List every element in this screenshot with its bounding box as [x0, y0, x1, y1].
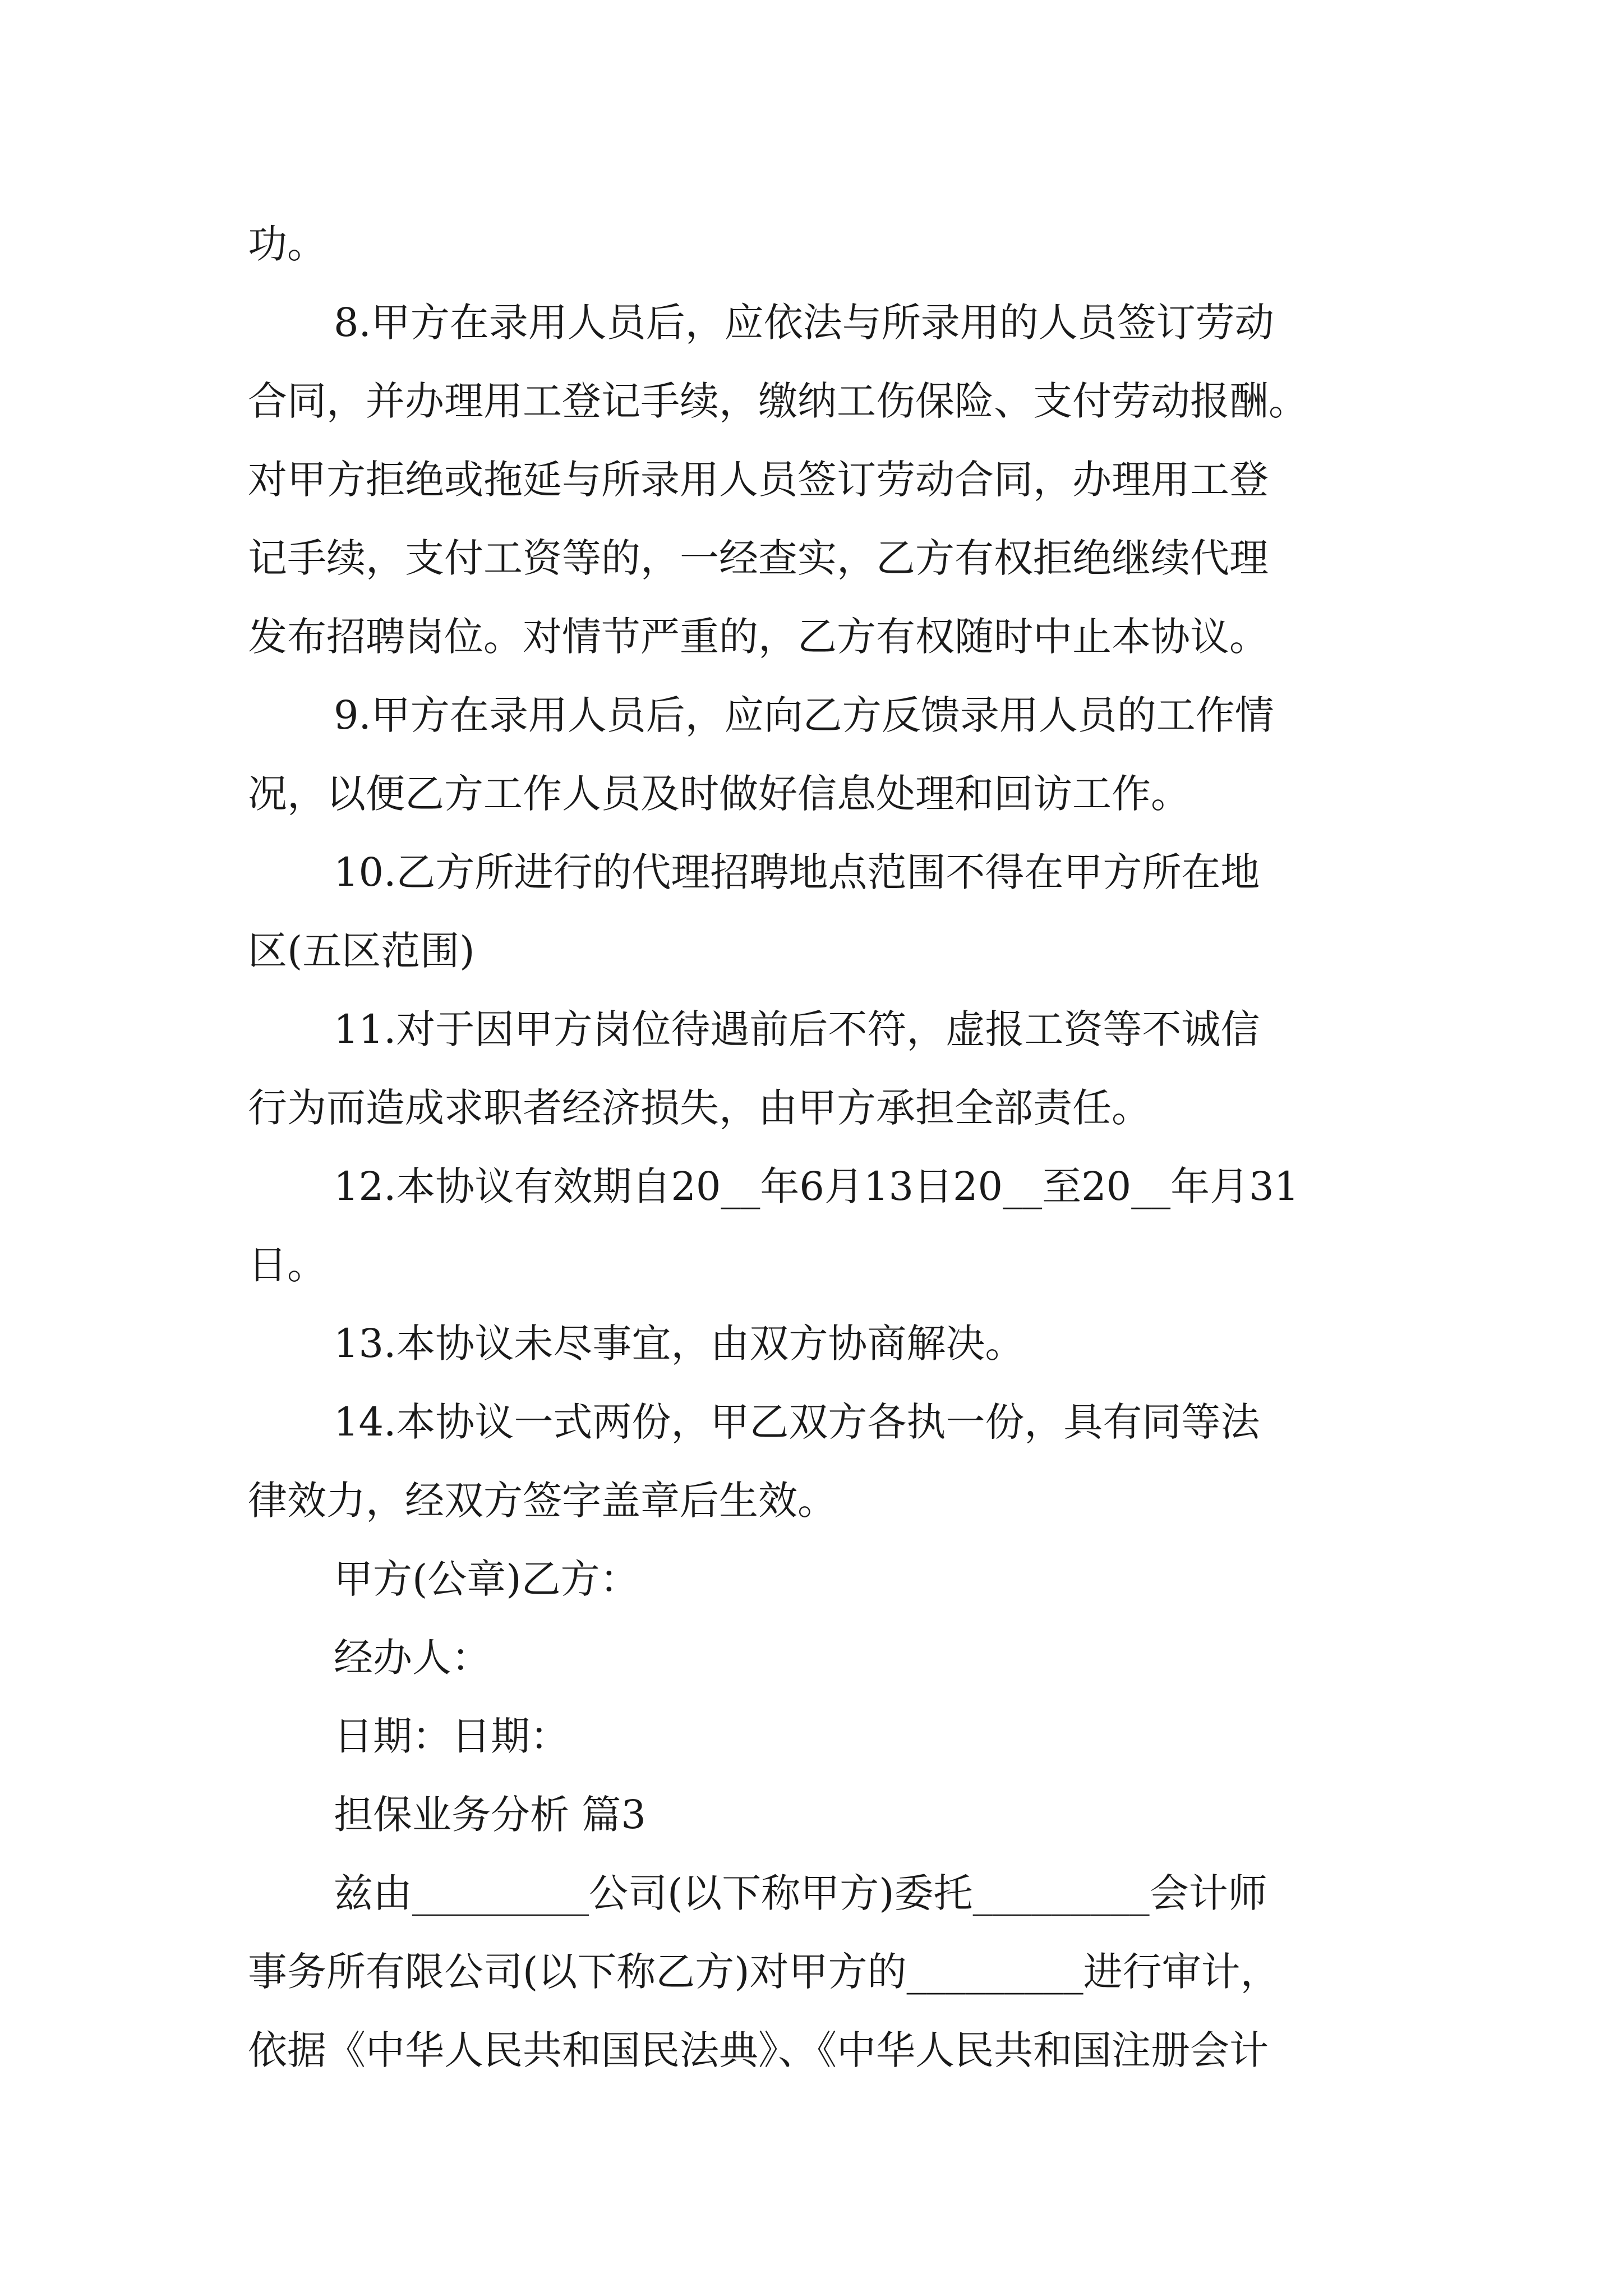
text-line-8: 况，以便乙方工作人员及时做好信息处理和回访工作。 — [248, 771, 1190, 817]
text-line-11: 11.对于因甲方岗位待遇前后不符，虚报工资等不诚信 — [334, 1006, 1260, 1052]
text-line-15: 13.本协议未尽事宜，由双方协商解决。 — [334, 1320, 1025, 1366]
text-line-10: 区(五区范围) — [248, 928, 475, 974]
text-line-3: 合同，并办理用工登记手续，缴纳工伤保险、支付劳动报酬。 — [248, 378, 1308, 424]
text-line-6: 发布招聘岗位。对情节严重的，乙方有权随时中止本协议。 — [248, 614, 1269, 660]
text-line-1: 功。 — [248, 221, 326, 267]
text-line-17: 律效力，经双方签字盖章后生效。 — [248, 1478, 837, 1524]
text-line-7: 9.甲方在录用人员后，应向乙方反馈录用人员的工作情 — [334, 692, 1274, 738]
text-line-20: 日期：日期： — [334, 1713, 569, 1759]
text-line-2: 8.甲方在录用人员后，应依法与所录用的人员签订劳动 — [334, 300, 1274, 346]
text-line-19: 经办人： — [334, 1635, 491, 1681]
text-line-18: 甲方(公章)乙方： — [334, 1556, 639, 1602]
text-line-4: 对甲方拒绝或拖延与所录用人员签订劳动合同，办理用工登 — [248, 457, 1269, 503]
text-line-22: 兹由_________公司(以下称甲方)委托_________会计师 — [334, 1870, 1267, 1916]
text-line-9: 10.乙方所进行的代理招聘地点范围不得在甲方所在地 — [334, 849, 1260, 895]
text-line-16: 14.本协议一式两份，甲乙双方各执一份，具有同等法 — [334, 1399, 1260, 1445]
text-line-14: 日。 — [248, 1242, 326, 1288]
text-line-12: 行为而造成求职者经济损失，由甲方承担全部责任。 — [248, 1085, 1151, 1131]
text-line-5: 记手续，支付工资等的，一经查实，乙方有权拒绝继续代理 — [248, 535, 1269, 581]
text-line-23: 事务所有限公司(以下称乙方)对甲方的_________进行审计， — [248, 1949, 1280, 1995]
section-heading: 担保业务分析 篇3 — [334, 1792, 646, 1838]
text-line-13: 12.本协议有效期自20__年6月13日20__至20__年月31 — [334, 1163, 1299, 1209]
text-line-24: 依据《中华人民共和国民法典》、《中华人民共和国注册会计 — [248, 2027, 1269, 2073]
